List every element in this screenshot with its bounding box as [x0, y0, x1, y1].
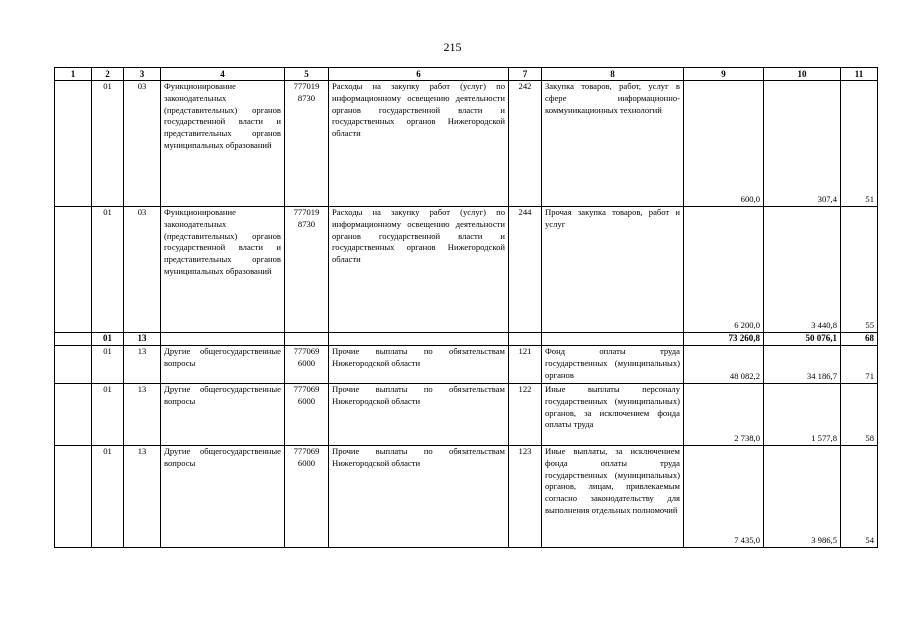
planned-amount: 73 260,8	[684, 333, 764, 346]
target-article-code: 777019 8730	[285, 81, 329, 207]
target-article-name: Прочие выплаты по обязательствам Нижегородской области	[329, 446, 509, 548]
header-col-10: 10	[764, 68, 841, 81]
section-name: Функционирование законодательных (представительных) органов государственной власти и представительных органов муниципальных образований	[161, 207, 285, 333]
header-col-8: 8	[542, 68, 684, 81]
execution-percent: 68	[841, 333, 878, 346]
executed-amount: 1 577,8	[764, 384, 841, 446]
subtotal-row	[55, 333, 878, 346]
execution-percent: 51	[841, 81, 878, 207]
execution-percent: 55	[841, 207, 878, 333]
expense-type-code: 244	[509, 207, 542, 333]
section-name: Другие общегосударственные вопросы	[161, 384, 285, 446]
header-col-5: 5	[285, 68, 329, 81]
execution-percent: 54	[841, 446, 878, 548]
header-col-6: 6	[329, 68, 509, 81]
planned-amount: 48 082,2	[684, 346, 764, 384]
header-col-4: 4	[161, 68, 285, 81]
executed-amount: 34 186,7	[764, 346, 841, 384]
execution-percent: 71	[841, 346, 878, 384]
expense-type-name	[542, 333, 684, 346]
cell-col-1	[55, 446, 92, 548]
subsection-code: 03	[124, 81, 161, 207]
execution-percent: 58	[841, 384, 878, 446]
executed-amount: 3 986,5	[764, 446, 841, 548]
executed-amount: 3 440,8	[764, 207, 841, 333]
header-col-11: 11	[841, 68, 878, 81]
target-article-name: Расходы на закупку работ (услуг) по информационному освещению деятельности органов государственной власти и государственных органов Нижегородской области	[329, 81, 509, 207]
target-article-name	[329, 333, 509, 346]
executed-amount: 307,4	[764, 81, 841, 207]
header-col-9: 9	[684, 68, 764, 81]
subsection-code: 13	[124, 384, 161, 446]
cell-col-1	[55, 384, 92, 446]
section-code: 01	[92, 446, 124, 548]
cell-col-1	[55, 81, 92, 207]
section-code: 01	[92, 207, 124, 333]
section-code: 01	[92, 333, 124, 346]
section-name: Другие общегосударственные вопросы	[161, 446, 285, 548]
table-row	[55, 446, 878, 548]
expense-type-name: Закупка товаров, работ, услуг в сфере информационно-коммуникационных технологий	[542, 81, 684, 207]
section-code: 01	[92, 384, 124, 446]
expense-type-code	[509, 333, 542, 346]
subsection-code: 13	[124, 446, 161, 548]
expense-type-code: 123	[509, 446, 542, 548]
target-article-code: 777069 6000	[285, 384, 329, 446]
header-col-3: 3	[124, 68, 161, 81]
planned-amount: 6 200,0	[684, 207, 764, 333]
subsection-code: 13	[124, 333, 161, 346]
budget-table	[54, 67, 878, 548]
expense-type-name: Иные выплаты персоналу государственных (муниципальных) органов, за исключением фонда оплаты труда	[542, 384, 684, 446]
header-col-7: 7	[509, 68, 542, 81]
page-number: 215	[443, 40, 462, 54]
planned-amount: 600,0	[684, 81, 764, 207]
target-article-name: Прочие выплаты по обязательствам Нижегородской области	[329, 384, 509, 446]
header-col-2: 2	[92, 68, 124, 81]
subsection-code: 13	[124, 346, 161, 384]
target-article-code: 777019 8730	[285, 207, 329, 333]
section-name	[161, 333, 285, 346]
planned-amount: 2 738,0	[684, 384, 764, 446]
target-article-code	[285, 333, 329, 346]
expense-type-name: Прочая закупка товаров, работ и услуг	[542, 207, 684, 333]
cell-col-1	[55, 207, 92, 333]
target-article-code: 777069 6000	[285, 346, 329, 384]
expense-type-name: Фонд оплаты труда государственных (муниципальных) органов	[542, 346, 684, 384]
target-article-code: 777069 6000	[285, 446, 329, 548]
section-code: 01	[92, 81, 124, 207]
subsection-code: 03	[124, 207, 161, 333]
executed-amount: 50 076,1	[764, 333, 841, 346]
cell-col-1	[55, 333, 92, 346]
expense-type-code: 122	[509, 384, 542, 446]
planned-amount: 7 435,0	[684, 446, 764, 548]
expense-type-name: Иные выплаты, за исключением фонда оплаты труда государственных (муниципальных) органов, лицам, привлекаемым согласно законодательству для выполнения отдельных полномочий	[542, 446, 684, 548]
table-row	[55, 346, 878, 384]
table-row	[55, 384, 878, 446]
target-article-name: Расходы на закупку работ (услуг) по информационному освещению деятельности органов государственной власти и государственных органов Нижегородской области	[329, 207, 509, 333]
expense-type-code: 242	[509, 81, 542, 207]
table-row	[55, 207, 878, 333]
table-row	[55, 81, 878, 207]
section-name: Другие общегосударственные вопросы	[161, 346, 285, 384]
header-col-1: 1	[55, 68, 92, 81]
expense-type-code: 121	[509, 346, 542, 384]
header-row	[55, 68, 878, 81]
target-article-name: Прочие выплаты по обязательствам Нижегородской области	[329, 346, 509, 384]
section-code: 01	[92, 346, 124, 384]
cell-col-1	[55, 346, 92, 384]
section-name: Функционирование законодательных (представительных) органов государственной власти и представительных органов муниципальных образований	[161, 81, 285, 207]
